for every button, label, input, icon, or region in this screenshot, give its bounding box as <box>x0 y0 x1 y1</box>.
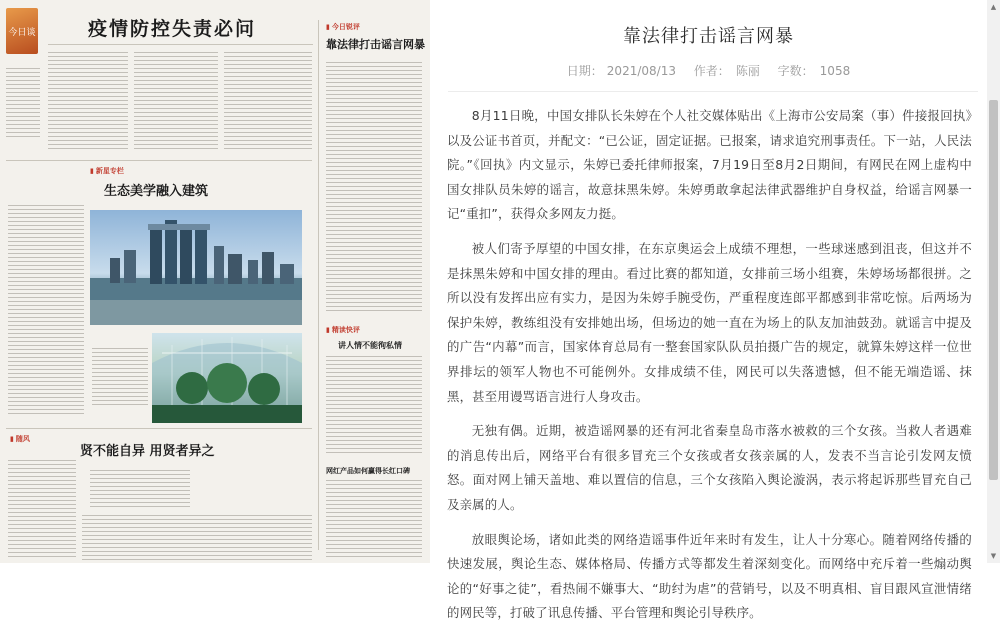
text-block <box>134 52 218 150</box>
divider <box>6 160 312 161</box>
city-skyline-photo <box>90 210 302 325</box>
article-paragraph: 被人们寄予厚望的中国女排，在东京奥运会上成绩不理想，一些球迷感到沮丧，但这并不是抹黑朱婷和中国女排的理由。看过比赛的都知道，女排前三场小组赛，朱婷场场都很拼。之所以没有发挥出应有实力，是因为朱婷手腕受伤，严重程度连郎平都感到非常吃惊。后两场为保护朱婷，教练组没有安排她出场，但场边的她一直在为场上的队友加油鼓劲。就谣言中提及的广告“内幕”而言，国家体育总局有一整套国家队队员拍摄广告的规定，就算朱婷这样一位世界排坛的领军人物也不可能例外。女排成绩不佳，网民可以失落遗憾，但不能无端造谣、抹黑，甚至用谩骂语言进行人身攻击。 <box>447 240 972 404</box>
text-block <box>8 460 76 560</box>
text-block <box>326 62 422 312</box>
garden-building-photo <box>152 333 302 423</box>
article-wordcount: 1058 <box>819 64 851 78</box>
article-panel <box>430 0 987 621</box>
divider <box>6 428 312 429</box>
text-block <box>8 205 84 417</box>
article-title: 靠法律打击谣言网暴 <box>623 26 794 47</box>
text-block <box>224 52 312 150</box>
section-tag: ▮ 随风 <box>10 434 30 444</box>
text-block <box>326 480 422 560</box>
author-meta: 作者： 陈丽 <box>693 64 760 78</box>
text-block <box>6 68 40 140</box>
photo-caption-block <box>92 348 148 408</box>
side-headline: 靠法律打击谣言网暴 <box>326 38 425 51</box>
section-headline: 讲人情不能徇私情 <box>338 340 402 350</box>
article-body <box>447 104 972 636</box>
article-paragraph: 无独有偶。近期，被造谣网暴的还有河北省秦皇岛市落水被救的三个女孩。当救人者遇难的消息传出后，网络平台有很多冒充三个女孩或者女孩亲属的人，发表不当言论引发网友愤怒。面对网上铺天盖地、难以置信的信息，三个女孩陷入舆论漩涡，表示将起诉那些冒充自己及亲属的人。 <box>447 423 972 512</box>
section-headline: 生态美学融入建筑 <box>104 184 209 199</box>
article-paragraph: 放眼舆论场，诸如此类的网络造谣事件近年来时有发生，让人十分寒心。随着网络传播的快速发展，舆论生态、媒体格局、传播方式等都发生着深刻变化。而网络中充斥着一些煽动舆论的“好事之徒”，看热闹不嫌事大、“助纣为虐”的营销号，以及不明真相、盲目跟风宣泄情绪的网民等，打破了讯息传播、平台管理和舆论引导秩序。 <box>447 531 972 621</box>
text-block <box>82 515 312 560</box>
scroll-down-arrow-icon[interactable]: ▼ <box>990 552 997 560</box>
wordcount-meta: 字数： 1058 <box>777 64 851 78</box>
divider <box>318 20 319 550</box>
side-column-tag: ▮ 今日锐评 <box>326 22 360 32</box>
section-tag: ▮ 精读快评 <box>326 325 360 335</box>
scrollbar-thumb[interactable] <box>989 100 998 480</box>
text-block <box>90 470 190 510</box>
text-block <box>48 52 128 150</box>
newspaper-logo: 今日谈 <box>6 8 38 54</box>
article-paragraph: 8月11日晚，中国女排队长朱婷在个人社交媒体贴出《上海市公安局案（事）件接报回执》以及公证书首页，并配文：“已公证，固定证据。已报案，请求追究刑事责任。下一站，人民法院。”《回执》内文显示，朱婷已委托律师报案，7月19日至8月2日期间，有网民在网上虚构中国女排队员朱婷的谣言，故意抹黑朱婷。朱婷勇敢拿起法律武器维护自身权益，给谣言网暴一记“重扣”，获得众多网友力挺。 <box>447 108 972 222</box>
article-date: 2021/08/13 <box>606 64 676 78</box>
scroll-up-arrow-icon[interactable]: ▲ <box>990 3 997 11</box>
article-author: 陈丽 <box>735 64 760 78</box>
main-headline: 疫情防控失责必问 <box>88 18 257 40</box>
date-meta: 日期： 2021/08/13 <box>566 64 676 78</box>
article-meta <box>430 62 987 79</box>
divider <box>48 44 313 45</box>
vertical-scrollbar[interactable] <box>987 0 1000 563</box>
section-tag: ▮ 新星专栏 <box>90 166 124 176</box>
section-headline: 网红产品如何赢得长红口碑 <box>326 466 410 475</box>
title-divider <box>448 91 978 92</box>
text-block <box>326 356 422 456</box>
newspaper-page-image <box>0 0 430 563</box>
section-headline: 贤不能自异 用贤者异之 <box>80 444 215 459</box>
